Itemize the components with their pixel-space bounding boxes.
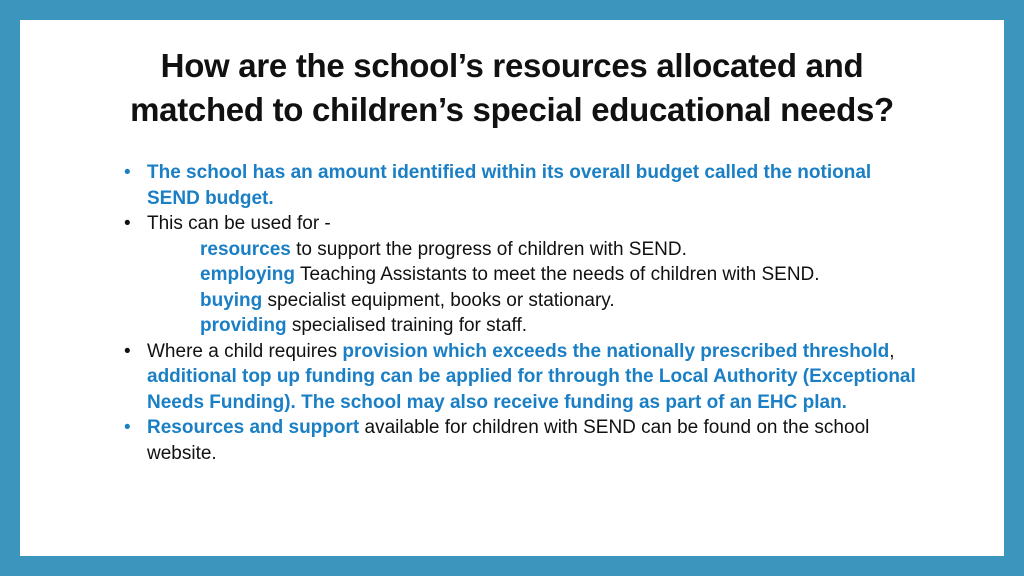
bullet-budget: [124, 160, 924, 211]
title-line-1: How are the school’s resources allocated and: [160, 47, 864, 84]
bullet-dot-icon: •: [124, 213, 131, 234]
bullet-dot-icon: •: [124, 162, 131, 183]
sub-item-employing: [124, 262, 924, 288]
sub-item-providing-keyword: providing: [200, 315, 287, 336]
bullet-website-highlight: Resources and support: [147, 417, 360, 438]
sub-item-providing-text: specialised training for staff.: [286, 315, 528, 336]
bullet-uses: [124, 211, 924, 237]
sub-item-resources: [124, 237, 924, 263]
slide-title: [20, 44, 1004, 132]
sub-item-buying: [124, 288, 924, 314]
bullet-dot-icon: •: [124, 340, 131, 362]
sub-item-resources-text: to support the progress of children with SEND.: [290, 238, 687, 260]
bullet-uses-text: This can be used for -: [147, 213, 331, 234]
bullet-list: [124, 160, 924, 466]
sub-item-providing: [124, 313, 924, 339]
sub-item-buying-text: specialist equipment, books or stationary.: [262, 289, 615, 311]
bullet-website-text: available for children with SEND can be found on the school website.: [147, 417, 870, 464]
bullet-funding-text-1: Where a child requires: [147, 340, 343, 362]
bullet-funding-highlight-1: provision which exceeds the nationally prescribed threshold: [342, 340, 890, 362]
sub-item-employing-keyword: employing: [200, 264, 296, 285]
bullet-funding: [124, 339, 924, 416]
bullet-funding-text-2: ,: [889, 340, 895, 362]
sub-item-employing-text: Teaching Assistants to meet the needs of children with SEND.: [295, 264, 820, 285]
bullet-website: [124, 415, 924, 466]
title-line-2: matched to children’s special educational needs?: [130, 91, 894, 128]
sub-item-resources-keyword: resources: [200, 238, 291, 260]
bullet-budget-text: The school has an amount identified within its overall budget called the notional SEND budget.: [147, 162, 872, 209]
slide: [20, 20, 1004, 556]
bullet-dot-icon: •: [124, 417, 131, 438]
sub-item-buying-keyword: buying: [200, 289, 263, 311]
bullet-funding-highlight-2: additional top up funding can be applied for through the Local Authority (Exceptional Needs Funding). The school may also receive funding as part of an EHC plan.: [147, 366, 916, 413]
